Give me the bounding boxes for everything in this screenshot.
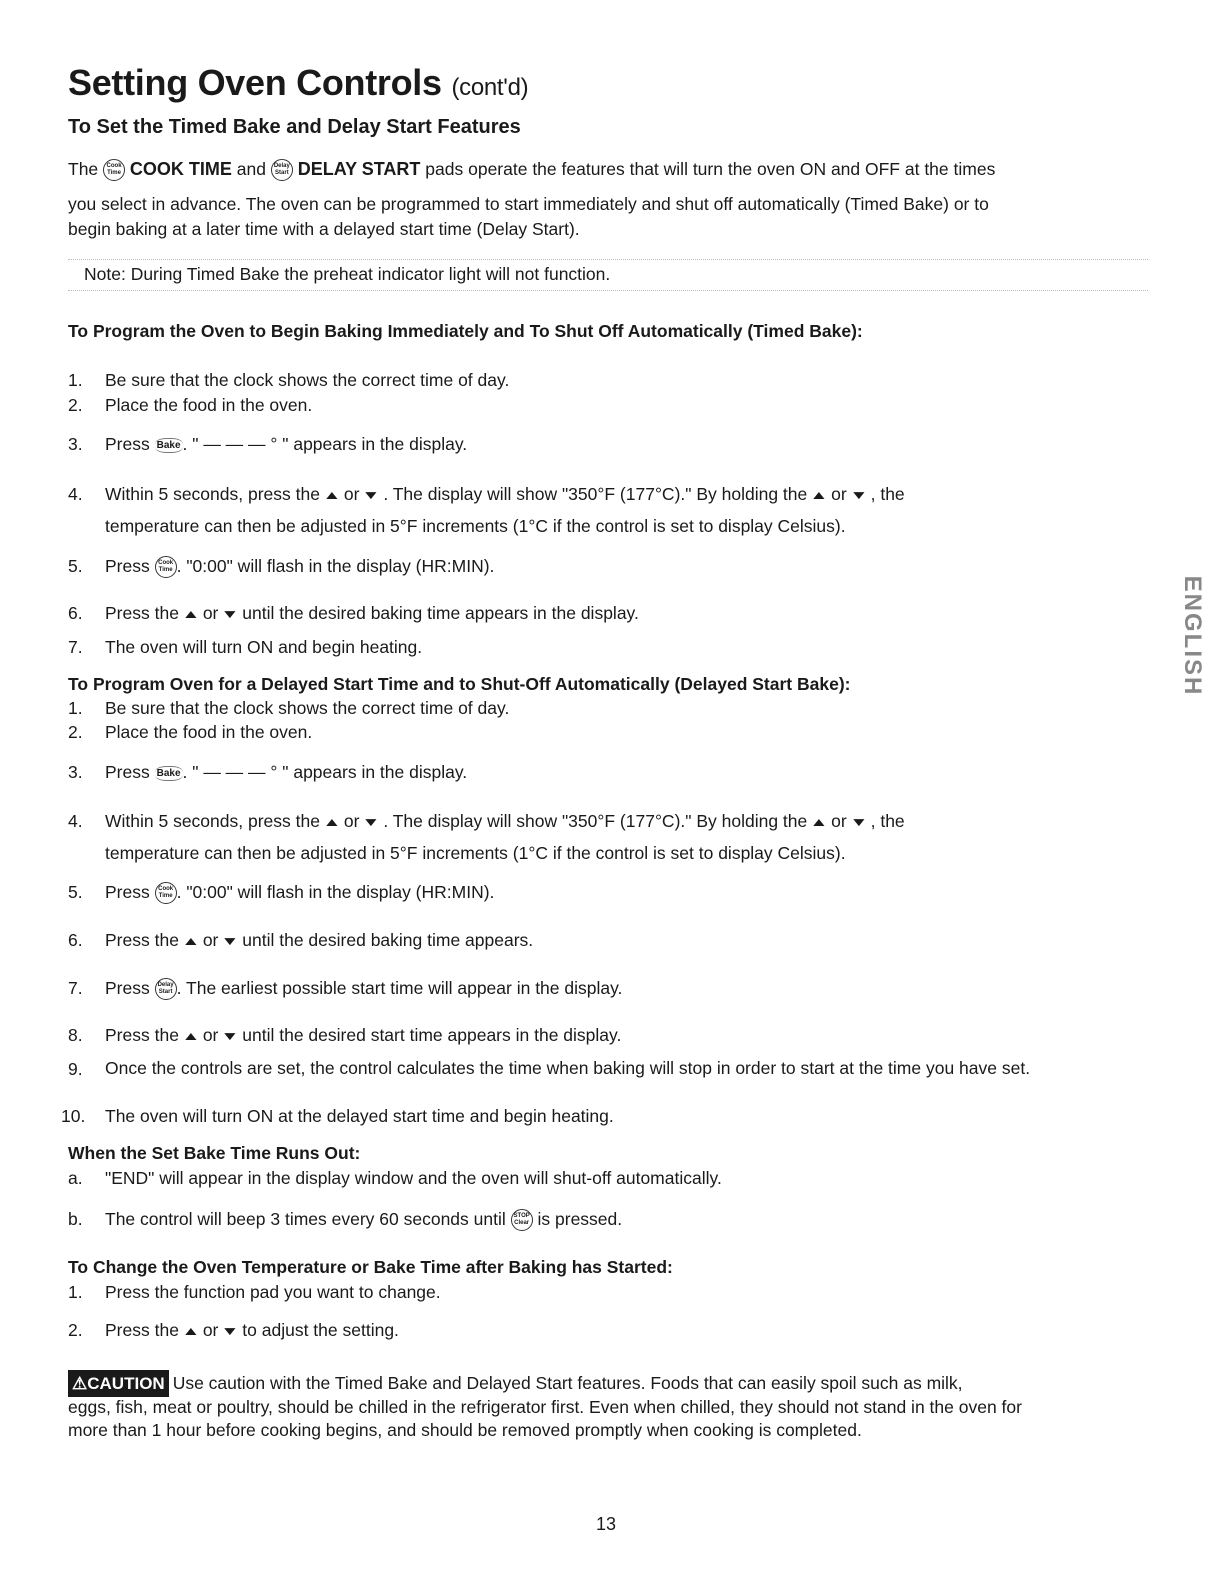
down-arrow-icon: ▼ xyxy=(361,815,381,830)
step-number: 3. xyxy=(68,434,83,454)
timed-step-4: Within 5 seconds, press the ▲ or ▼ . The display will show "350°F (177°C)." By holding the ▲ or ▼ , the xyxy=(105,484,905,504)
language-side-tab: ENGLISH xyxy=(1179,575,1206,697)
up-arrow-icon: ▲ xyxy=(181,1029,201,1044)
step-number: 2. xyxy=(68,395,83,415)
delayed-step-10: The oven will turn ON at the delayed start time and begin heating. xyxy=(105,1106,614,1126)
step-number: 9. xyxy=(68,1059,83,1079)
timed-step-6: Press the ▲ or ▼ until the desired baking time appears in the display. xyxy=(105,603,639,623)
step-number: 6. xyxy=(68,930,83,950)
item-label: a. xyxy=(68,1168,83,1188)
delayed-step-3: Press Bake . " — — — ° " appears in the display. xyxy=(105,762,468,782)
change-step-2: Press the ▲ or ▼ to adjust the setting. xyxy=(105,1320,399,1340)
down-arrow-icon: ▼ xyxy=(220,1324,240,1339)
caution-line-1: ⚠CAUTION Use caution with the Timed Bake and Delayed Start features. Foods that can easily spoil such as milk, xyxy=(68,1370,963,1397)
delayed-step-9: Once the controls are set, the control calculates the time when baking will stop in order to start at the time you have set. xyxy=(105,1058,1031,1078)
intro-line-3: begin baking at a later time with a delayed start time (Delay Start). xyxy=(68,219,580,239)
item-label: b. xyxy=(68,1209,83,1229)
stop-clear-pad-icon: STOP Clear xyxy=(511,1209,533,1231)
bake-pad-icon: Bake xyxy=(156,439,181,451)
note-box xyxy=(68,259,1148,291)
cook-time-label: COOK TIME xyxy=(129,159,232,179)
up-arrow-icon: ▲ xyxy=(322,815,342,830)
step-number: 2. xyxy=(68,722,83,742)
timed-step-2: Place the food in the oven. xyxy=(105,395,313,415)
delayed-step-6: Press the ▲ or ▼ until the desired baking time appears. xyxy=(105,930,534,950)
up-arrow-icon: ▲ xyxy=(809,815,829,830)
delay-start-label: DELAY START xyxy=(297,159,421,179)
down-arrow-icon: ▼ xyxy=(849,488,869,503)
timed-step-7: The oven will turn ON and begin heating. xyxy=(105,637,423,657)
timed-bake-heading: To Program the Oven to Begin Baking Immediately and To Shut Off Automatically (Timed Bake): xyxy=(68,321,863,341)
step-number: 4. xyxy=(68,811,83,831)
caution-line-2: eggs, fish, meat or poultry, should be chilled in the refrigerator first. Even when chilled, they should not stand in the oven for xyxy=(68,1397,1022,1417)
caution-line-3: more than 1 hour before cooking begins, and should be removed promptly when cooking is completed. xyxy=(68,1420,862,1440)
cook-time-pad-icon: Cook Time xyxy=(103,159,125,181)
runs-out-heading: When the Set Bake Time Runs Out: xyxy=(68,1143,361,1163)
delayed-step-2: Place the food in the oven. xyxy=(105,722,313,742)
intro-line-1: The Cook Time COOK TIME and Delay Start DELAY START pads operate the features that will turn the oven ON and OFF at the times xyxy=(68,157,995,182)
runs-out-item-b: The control will beep 3 times every 60 seconds until STOP Clear is pressed. xyxy=(105,1209,622,1231)
timed-step-3: Press Bake . " — — — ° " appears in the display. xyxy=(105,434,468,454)
bake-pad-icon: Bake xyxy=(156,767,181,779)
delay-start-pad-icon: Delay Start xyxy=(271,159,293,181)
step-number: 7. xyxy=(68,637,83,657)
caution-badge: ⚠CAUTION xyxy=(68,1370,169,1397)
timed-step-5: Press Cook Time . "0:00" will flash in the display (HR:MIN). xyxy=(105,556,494,578)
step-number: 2. xyxy=(68,1320,83,1340)
delay-start-pad-icon: Delay Start xyxy=(155,978,177,1000)
step-number: 3. xyxy=(68,762,83,782)
step-number: 5. xyxy=(68,556,83,576)
step-number: 1. xyxy=(68,698,83,718)
up-arrow-icon: ▲ xyxy=(181,934,201,949)
delayed-step-4: Within 5 seconds, press the ▲ or ▼ . The display will show "350°F (177°C)." By holding the ▲ or ▼ , the xyxy=(105,811,905,831)
up-arrow-icon: ▲ xyxy=(181,607,201,622)
change-heading: To Change the Oven Temperature or Bake Time after Baking has Started: xyxy=(68,1257,673,1277)
down-arrow-icon: ▼ xyxy=(361,488,381,503)
delayed-step-4-line-2: temperature can then be adjusted in 5°F increments (1°C if the control is set to display Celsius). xyxy=(105,843,846,863)
down-arrow-icon: ▼ xyxy=(220,1029,240,1044)
step-number: 7. xyxy=(68,978,83,998)
timed-step-4-line-2: temperature can then be adjusted in 5°F increments (1°C if the control is set to display Celsius). xyxy=(105,516,846,536)
step-number: 1. xyxy=(68,370,83,390)
up-arrow-icon: ▲ xyxy=(809,488,829,503)
delayed-bake-heading: To Program Oven for a Delayed Start Time and to Shut-Off Automatically (Delayed Start Bake): xyxy=(68,674,851,694)
delayed-step-7: Press Delay Start . The earliest possible start time will appear in the display. xyxy=(105,978,622,1000)
step-number: 10. xyxy=(61,1106,86,1126)
note-text: Note: During Timed Bake the preheat indicator light will not function. xyxy=(84,264,611,284)
step-number: 1. xyxy=(68,1282,83,1302)
down-arrow-icon: ▼ xyxy=(220,934,240,949)
up-arrow-icon: ▲ xyxy=(181,1324,201,1339)
timed-step-1: Be sure that the clock shows the correct time of day. xyxy=(105,370,510,390)
delayed-step-5: Press Cook Time . "0:00" will flash in the display (HR:MIN). xyxy=(105,882,494,904)
up-arrow-icon: ▲ xyxy=(322,488,342,503)
cook-time-pad-icon: Cook Time xyxy=(155,556,177,578)
down-arrow-icon: ▼ xyxy=(849,815,869,830)
step-number: 6. xyxy=(68,603,83,623)
down-arrow-icon: ▼ xyxy=(220,607,240,622)
intro-line-2: you select in advance. The oven can be programmed to start immediately and shut off automatically (Timed Bake) or to xyxy=(68,194,989,214)
delayed-step-1: Be sure that the clock shows the correct time of day. xyxy=(105,698,510,718)
change-step-1: Press the function pad you want to change. xyxy=(105,1282,441,1302)
step-number: 4. xyxy=(68,484,83,504)
title-suffix: (cont'd) xyxy=(451,74,529,101)
runs-out-item-a: "END" will appear in the display window and the oven will shut-off automatically. xyxy=(105,1168,722,1188)
delayed-step-8: Press the ▲ or ▼ until the desired start time appears in the display. xyxy=(105,1025,622,1045)
step-number: 5. xyxy=(68,882,83,902)
page-title: Setting Oven Controls (cont'd) xyxy=(68,62,529,103)
page-number: 13 xyxy=(596,1514,617,1534)
step-number: 8. xyxy=(68,1025,83,1045)
cook-time-pad-icon: Cook Time xyxy=(155,882,177,904)
section-heading: To Set the Timed Bake and Delay Start Features xyxy=(68,116,521,138)
